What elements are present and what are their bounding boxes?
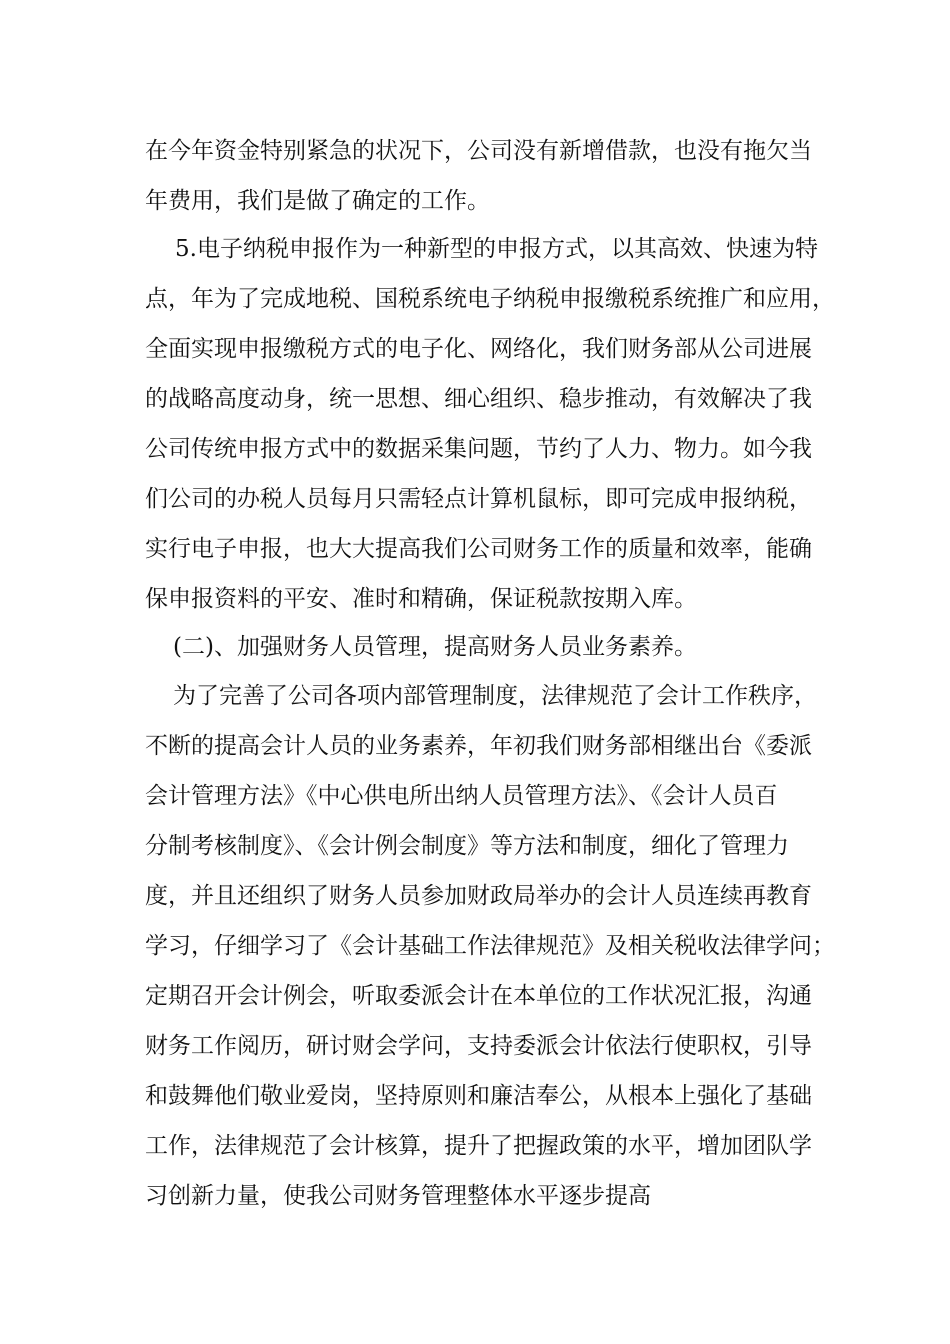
text-line: 年费用，我们是做了确定的工作。 [145,188,490,214]
text-line: 财务工作阅历，研讨财会学问，支持委派会计依法行使职权，引导 [145,1033,812,1059]
section-heading: (二)、加强财务人员管理，提高财务人员业务素养。 [173,634,697,660]
text-line: 定期召开会计例会，听取委派会计在本单位的工作状况汇报，沟通 [145,983,812,1009]
text-line: 分制考核制度》、《会计例会制度》等方法和制度，细化了管理力 [145,833,789,859]
text-line: 为了完善了公司各项内部管理制度，法律规范了会计工作秩序， [173,683,817,709]
text-line: 实行电子申报，也大大提高我们公司财务工作的质量和效率，能确 [145,536,812,562]
text-line: 会计管理方法》《中心供电所出纳人员管理方法》、《会计人员百 [145,783,778,809]
text-line: 们公司的办税人员每月只需轻点计算机鼠标，即可完成申报纳税， [145,486,812,512]
text-line: 学习，仔细学习了《会计基础工作法律规范》及相关税收法律学问； [145,933,835,959]
text-line: 全面实现申报缴税方式的电子化、网络化，我们财务部从公司进展 [145,336,812,362]
text-line: 保申报资料的平安、准时和精确，保证税款按期入库。 [145,586,697,612]
text-line: 的战略高度动身，统一思想、细心组织、稳步推动，有效解决了我 [145,386,812,412]
text-line: 度，并且还组织了财务人员参加财政局举办的会计人员连续再教育 [145,883,812,909]
text-line: 公司传统申报方式中的数据采集问题，节约了人力、物力。如今我 [145,436,812,462]
text-line: 5.电子纳税申报作为一种新型的申报方式，以其高效、快速为特 [175,236,818,262]
text-line: 不断的提高会计人员的业务素养，年初我们财务部相继出台《委派 [145,733,812,759]
text-line: 习创新力量，使我公司财务管理整体水平逐步提高 [145,1183,651,1209]
text-line: 工作，法律规范了会计核算，提升了把握政策的水平，增加团队学 [145,1133,812,1159]
text-line: 在今年资金特别紧急的状况下，公司没有新增借款，也没有拖欠当 [145,138,812,164]
text-line: 点，年为了完成地税、国税系统电子纳税申报缴税系统推广和应用， [145,286,835,312]
text-line: 和鼓舞他们敬业爱岗，坚持原则和廉洁奉公，从根本上强化了基础 [145,1083,812,1109]
